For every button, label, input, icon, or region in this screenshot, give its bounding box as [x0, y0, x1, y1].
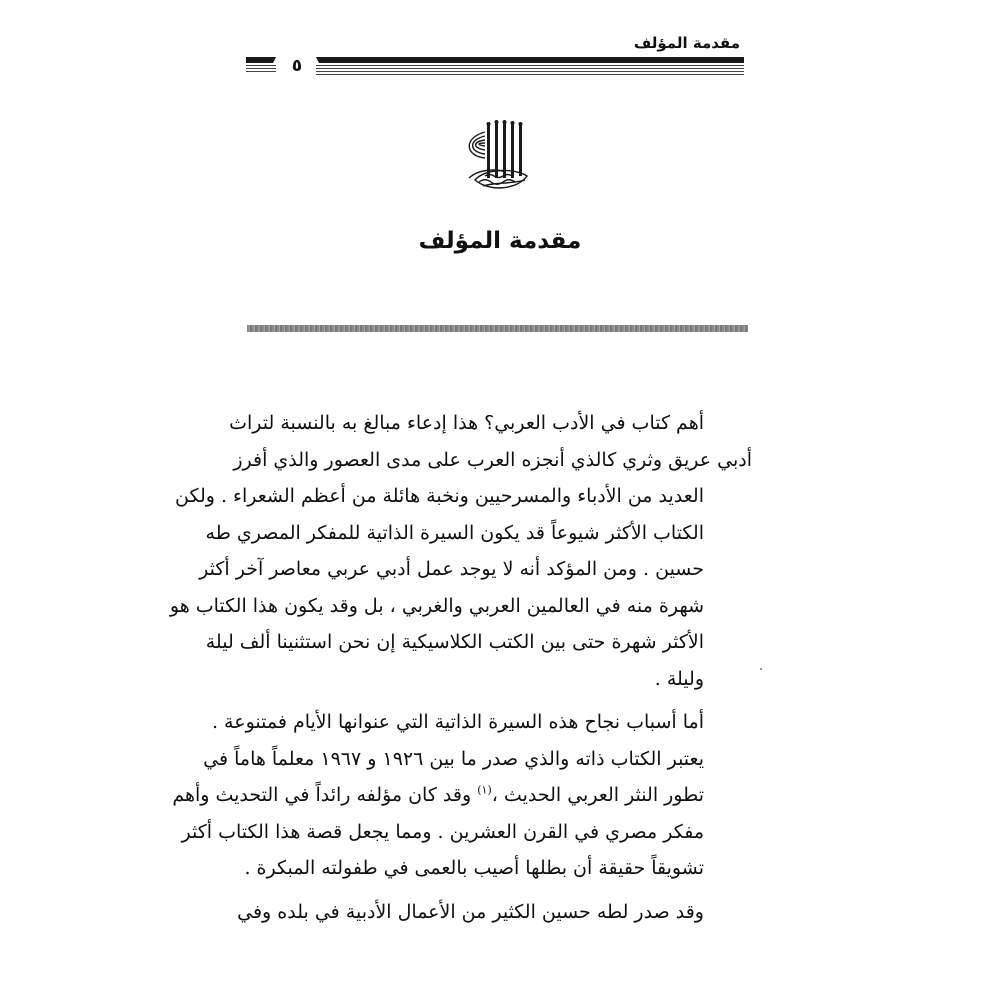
paragraph — [237, 894, 752, 931]
text-line-with-footnote — [172, 777, 752, 814]
body-text — [169, 405, 752, 930]
header-rule — [316, 57, 744, 77]
text-line: تشويقاً حقيقة أن بطلها أصيب بالعمى في طفولته المبكرة . — [244, 857, 704, 879]
calligraphy-ornament-icon — [455, 118, 541, 198]
page-number: ٥ — [291, 56, 303, 76]
text-line: وقد صدر لطه حسين الكثير من الأعمال الأدبية في بلده وفي — [237, 900, 704, 923]
chapter-title: مقدمة المؤلف — [418, 228, 582, 254]
text-line: العديد من الأدباء والمسرحيين ونخبة هائلة من أعظم الشعراء . ولكن — [175, 485, 704, 507]
text-line: الأكثر شهرة حتى بين الكتب الكلاسيكية إن نحن استثنينا ألف ليلة — [205, 631, 704, 653]
text-line: يعتبر الكتاب ذاته والذي صدر ما بين ١٩٢٦ و ١٩٦٧ معلماً هاماً في — [203, 747, 704, 770]
text-line: حسين . ومن المؤكد أنه لا يوجد عمل أدبي عربي معاصر آخر أكثر — [199, 558, 704, 580]
header-rule-short — [246, 57, 276, 77]
text-line: الكتاب الأكثر شيوعاً قد يكون السيرة الذاتية للمفكر المصري طه — [205, 521, 704, 544]
running-header-title: مقدمة المؤلف — [633, 34, 740, 52]
text-line: أهم كتاب في الأدب العربي؟ هذا إدعاء مبالغ به بالنسبة لتراث — [229, 412, 704, 434]
title-divider — [247, 325, 748, 332]
paragraph — [169, 405, 752, 697]
text-segment: وقد كان مؤلفه رائداً في التحديث وأهم — [172, 784, 472, 806]
text-line: أدبي عريق وثري كالذي أنجزه العرب على مدى العصور والذي أفرز — [233, 448, 752, 471]
paragraph — [172, 704, 752, 887]
text-line: شهرة منه في العالمين العربي والغربي ، بل وقد يكون هذا الكتاب هو — [169, 594, 704, 617]
text-segment: تطور النثر العربي الحديث ، — [491, 784, 704, 806]
text-line: مفكر مصري في القرن العشرين . ومما يجعل قصة هذا الكتاب أكثر — [181, 820, 704, 843]
footnote-reference[interactable]: (١) — [477, 783, 492, 797]
scan-speck — [760, 668, 762, 670]
text-line: أما أسباب نجاح هذه السيرة الذاتية التي عنوانها الأيام فمتنوعة . — [211, 711, 704, 733]
text-line: وليلة . — [654, 667, 704, 690]
